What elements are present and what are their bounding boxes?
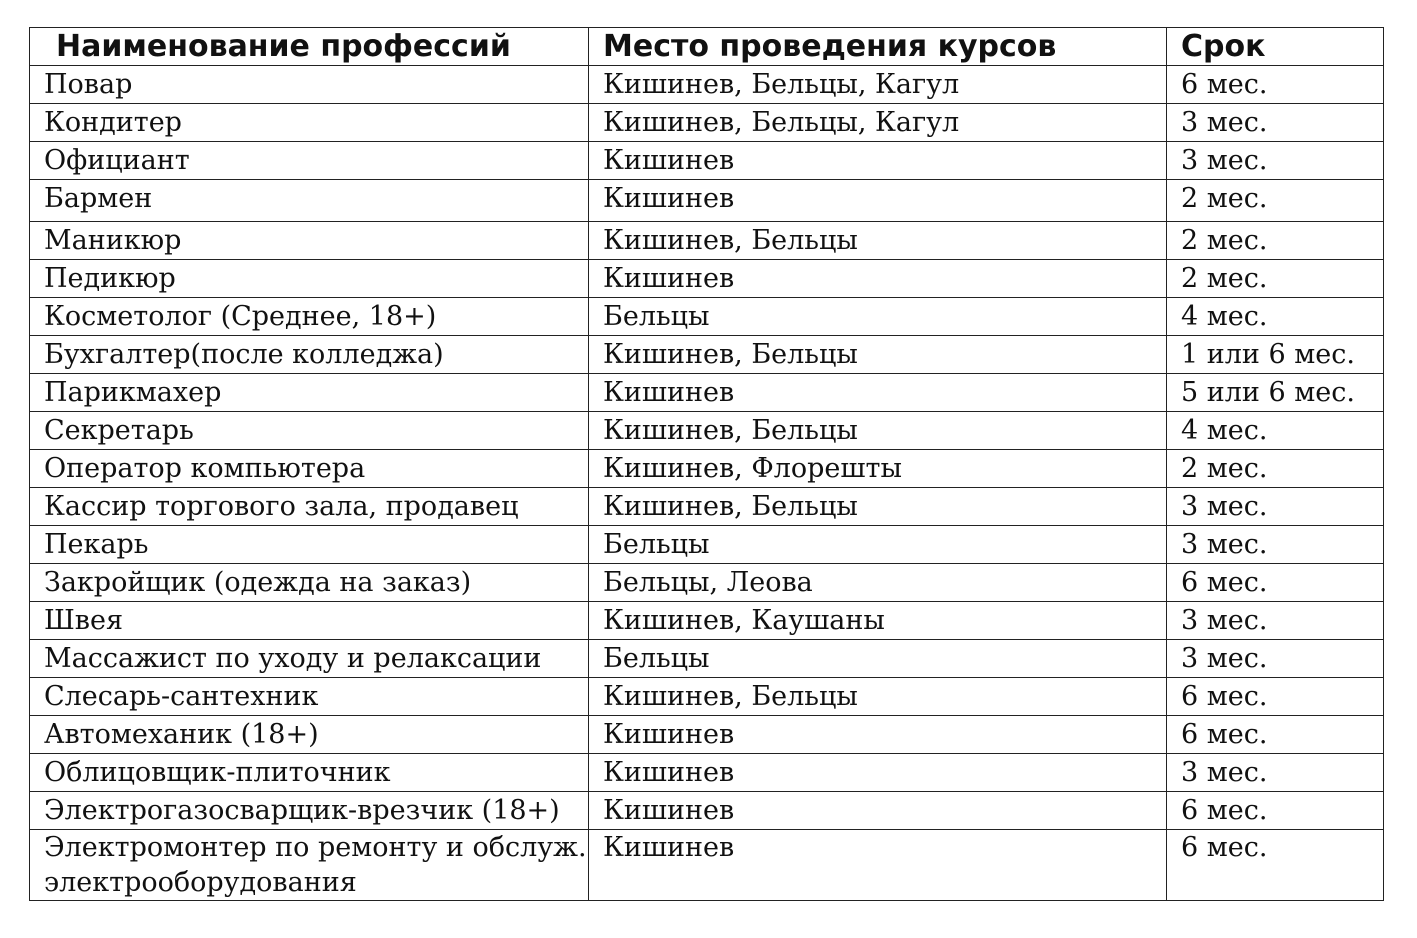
cell-place: Бельцы, Леова [589, 564, 1167, 602]
cell-place: Кишинев [589, 180, 1167, 222]
cell-profession: Кассир торгового зала, продавец [30, 488, 589, 526]
cell-place: Кишинев, Бельцы [589, 412, 1167, 450]
cell-place: Бельцы [589, 298, 1167, 336]
cell-duration: 1 или 6 мес. [1167, 336, 1384, 374]
header-place: Место проведения курсов [589, 28, 1167, 66]
cell-duration: 3 мес. [1167, 488, 1384, 526]
cell-duration: 2 мес. [1167, 260, 1384, 298]
table-row [30, 260, 1384, 298]
cell-profession: Кондитер [30, 104, 589, 142]
cell-duration: 2 мес. [1167, 222, 1384, 260]
cell-profession: Маникюр [30, 222, 589, 260]
header-duration: Срок [1167, 28, 1384, 66]
table-row [30, 104, 1384, 142]
cell-place: Кишинев [589, 716, 1167, 754]
cell-duration: 2 мес. [1167, 180, 1384, 222]
cell-profession: Облицовщик-плиточник [30, 754, 589, 792]
table-row [30, 412, 1384, 450]
table-row [30, 640, 1384, 678]
cell-profession: Секретарь [30, 412, 589, 450]
cell-profession: Швея [30, 602, 589, 640]
cell-profession: Электрогазосварщик-врезчик (18+) [30, 792, 589, 830]
table-row [30, 142, 1384, 180]
cell-place: Кишинев [589, 260, 1167, 298]
cell-profession: Повар [30, 66, 589, 104]
cell-place: Кишинев [589, 374, 1167, 412]
cell-place: Кишинев, Бельцы [589, 678, 1167, 716]
table-row [30, 792, 1384, 830]
cell-duration: 4 мес. [1167, 412, 1384, 450]
cell-duration: 3 мес. [1167, 142, 1384, 180]
cell-place: Кишинев [589, 830, 1167, 901]
cell-profession: Массажист по уходу и релаксации [30, 640, 589, 678]
cell-duration: 6 мес. [1167, 564, 1384, 602]
cell-duration: 6 мес. [1167, 792, 1384, 830]
table-row [30, 602, 1384, 640]
cell-duration: 6 мес. [1167, 678, 1384, 716]
cell-place: Кишинев, Бельцы, Кагул [589, 104, 1167, 142]
cell-duration: 6 мес. [1167, 830, 1384, 901]
cell-place: Кишинев, Бельцы [589, 336, 1167, 374]
table-row [30, 298, 1384, 336]
header-profession: Наименование профессий [30, 28, 589, 66]
cell-duration: 3 мес. [1167, 526, 1384, 564]
table-row [30, 488, 1384, 526]
table-row [30, 526, 1384, 564]
cell-duration: 2 мес. [1167, 450, 1384, 488]
cell-profession: Официант [30, 142, 589, 180]
courses-table [29, 27, 1384, 901]
cell-place: Кишинев, Каушаны [589, 602, 1167, 640]
cell-place: Бельцы [589, 526, 1167, 564]
table-row [30, 336, 1384, 374]
table-row [30, 222, 1384, 260]
table-row [30, 180, 1384, 222]
table-row [30, 66, 1384, 104]
table-row [30, 754, 1384, 792]
cell-profession: Автомеханик (18+) [30, 716, 589, 754]
table-row [30, 830, 1384, 901]
cell-place: Кишинев, Бельцы [589, 222, 1167, 260]
cell-profession: Закройщик (одежда на заказ) [30, 564, 589, 602]
cell-place: Кишинев, Бельцы, Кагул [589, 66, 1167, 104]
cell-duration: 3 мес. [1167, 640, 1384, 678]
table-row [30, 450, 1384, 488]
cell-profession: Бухгалтер(после колледжа) [30, 336, 589, 374]
cell-profession: Парикмахер [30, 374, 589, 412]
table-row [30, 564, 1384, 602]
cell-duration: 3 мес. [1167, 602, 1384, 640]
cell-duration: 4 мес. [1167, 298, 1384, 336]
cell-place: Кишинев, Бельцы [589, 488, 1167, 526]
cell-profession: Слесарь-сантехник [30, 678, 589, 716]
cell-profession: Косметолог (Среднее, 18+) [30, 298, 589, 336]
cell-profession: Педикюр [30, 260, 589, 298]
cell-profession: Оператор компьютера [30, 450, 589, 488]
cell-place: Кишинев [589, 754, 1167, 792]
table-row [30, 716, 1384, 754]
cell-place: Кишинев [589, 142, 1167, 180]
table-row [30, 374, 1384, 412]
header-row [30, 28, 1384, 66]
cell-duration: 5 или 6 мес. [1167, 374, 1384, 412]
cell-profession: Пекарь [30, 526, 589, 564]
cell-place: Кишинев, Флорешты [589, 450, 1167, 488]
cell-profession: Электромонтер по ремонту и обслуж. электрооборудования [30, 830, 589, 901]
table-row [30, 678, 1384, 716]
cell-profession: Бармен [30, 180, 589, 222]
cell-duration: 6 мес. [1167, 66, 1384, 104]
cell-duration: 3 мес. [1167, 104, 1384, 142]
cell-place: Бельцы [589, 640, 1167, 678]
cell-duration: 3 мес. [1167, 754, 1384, 792]
cell-duration: 6 мес. [1167, 716, 1384, 754]
cell-place: Кишинев [589, 792, 1167, 830]
